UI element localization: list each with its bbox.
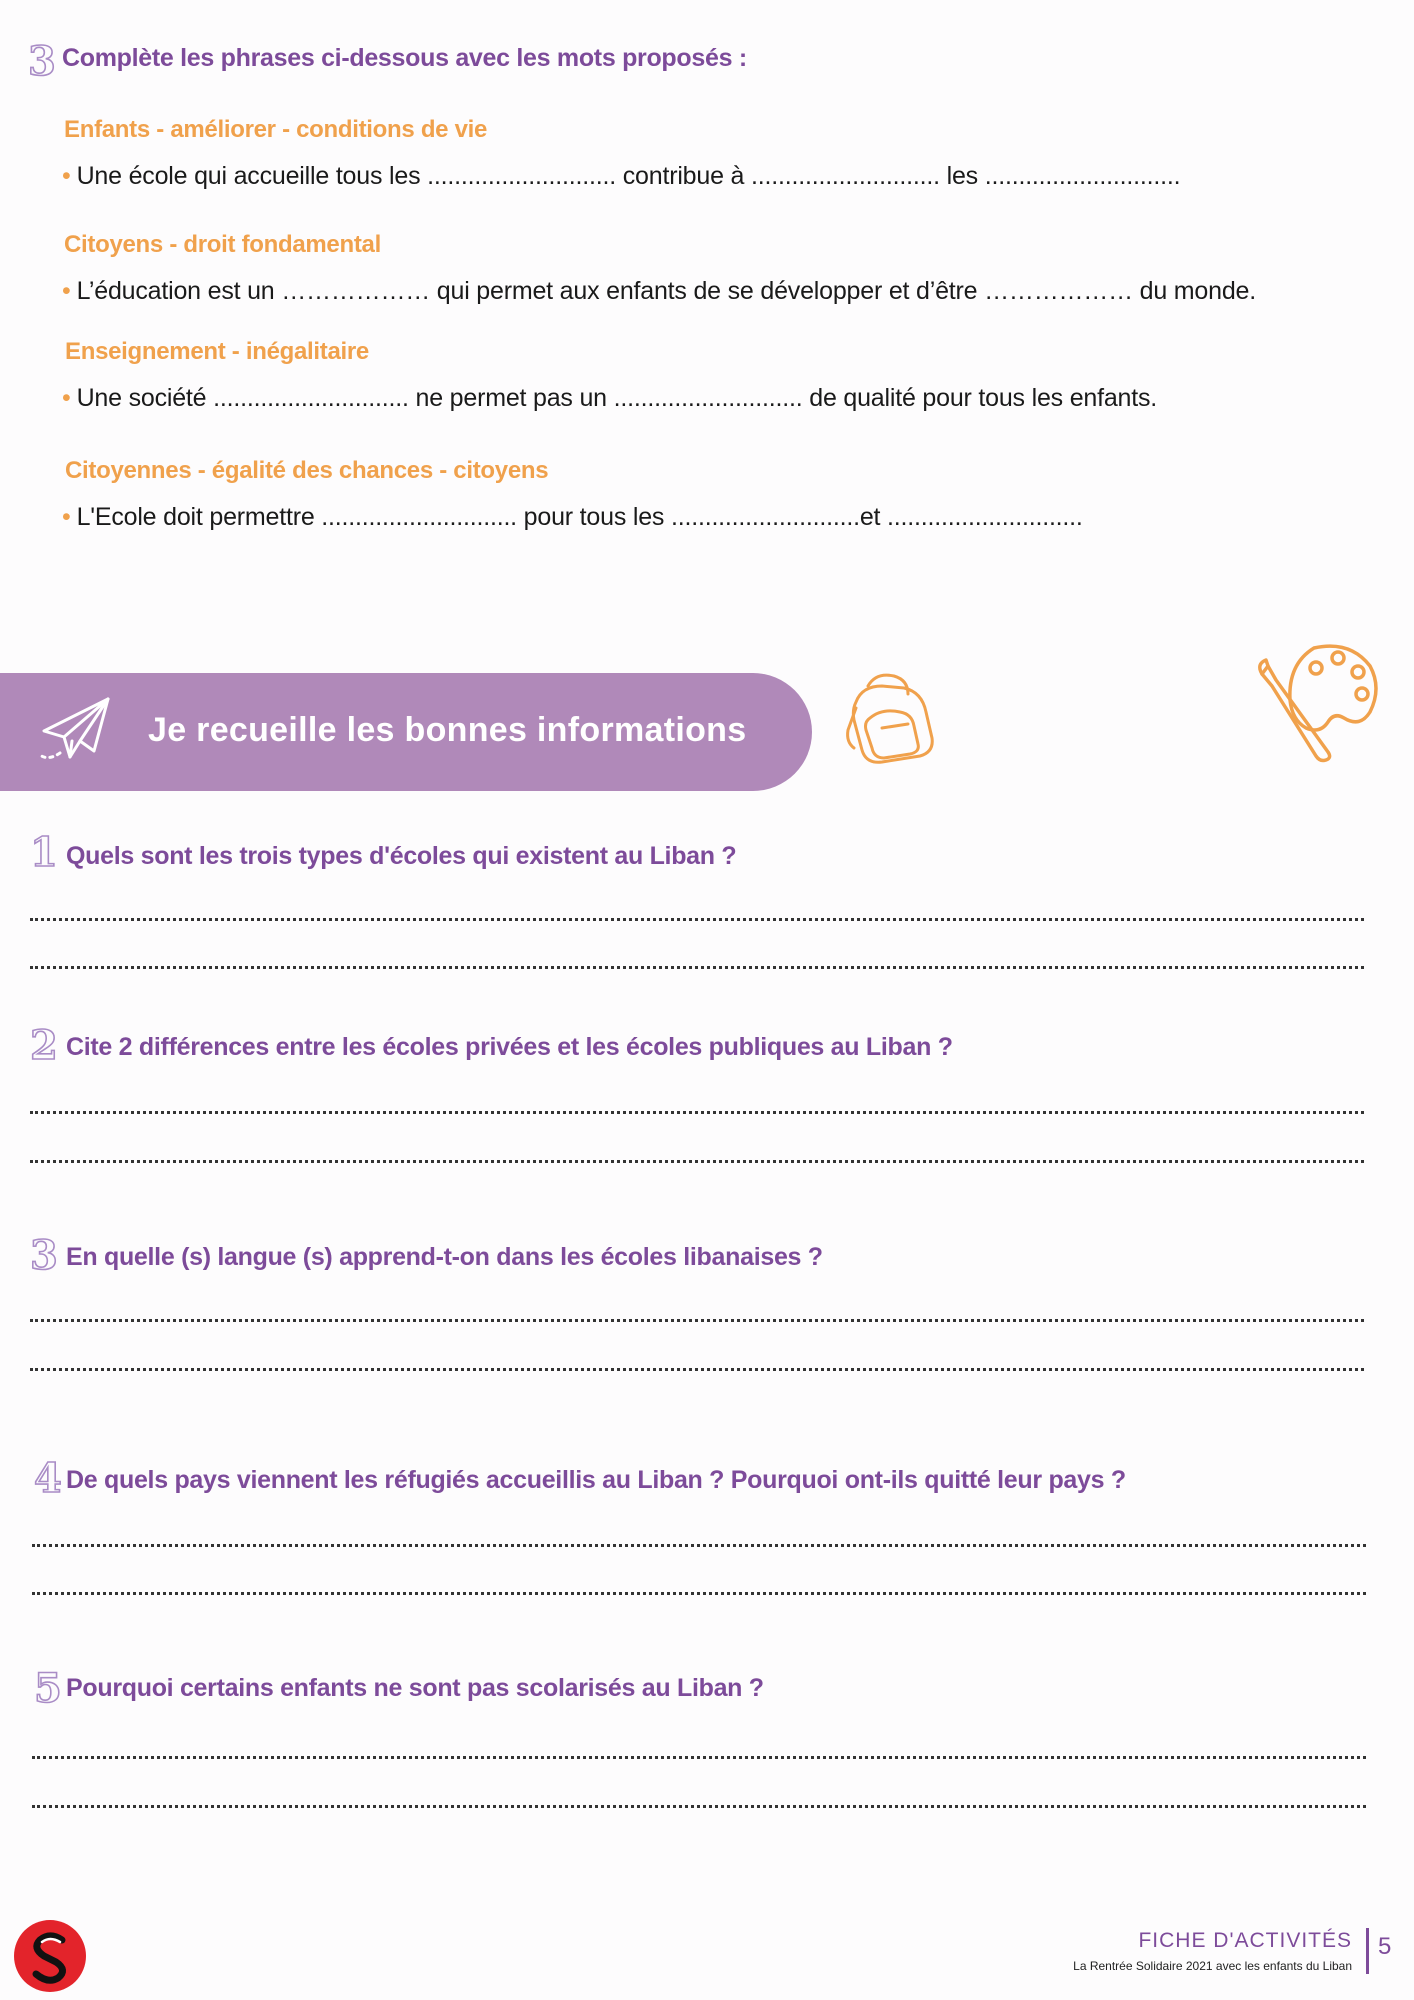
answer-line[interactable] — [32, 1756, 1366, 1759]
bullet: • — [62, 503, 71, 531]
question-text: Quels sont les trois types d'écoles qui existent au Liban ? — [66, 842, 737, 870]
footer-title: FICHE D'ACTIVITÉS — [1138, 1929, 1352, 1952]
paper-plane-icon — [36, 695, 116, 767]
question-text: En quelle (s) langue (s) apprend-t-on dans les écoles libanaises ? — [66, 1243, 823, 1271]
answer-line[interactable] — [32, 1805, 1366, 1808]
sentence-3 — [62, 384, 1157, 413]
answer-line[interactable] — [30, 918, 1364, 921]
sentence-1 — [62, 162, 1180, 191]
section-banner — [0, 673, 812, 791]
footer-subtitle: La Rentrée Solidaire 2021 avec les enfants du Liban — [1073, 1959, 1352, 1973]
exercise-number: 3 — [28, 38, 56, 85]
sentence-2-text: L’éducation est un ……………… qui permet aux enfants de se développer et d’être ……………… du monde. — [76, 277, 1256, 305]
answer-line[interactable] — [30, 1111, 1364, 1114]
exercise-title: Complète les phrases ci-dessous avec les mots proposés : — [62, 44, 747, 72]
sentence-4-text: L'Ecole doit permettre ............................. pour tous les ............................et ............................. — [76, 503, 1083, 531]
question-number: 5 — [34, 1665, 62, 1712]
keywords-group-4: Citoyennes - égalité des chances - citoyens — [65, 457, 549, 484]
bullet: • — [62, 277, 71, 305]
question-number: 4 — [34, 1455, 62, 1502]
answer-line[interactable] — [30, 1368, 1364, 1371]
bullet: • — [62, 162, 71, 190]
answer-line[interactable] — [32, 1544, 1366, 1547]
backpack-icon — [842, 668, 940, 768]
banner-title: Je recueille les bonnes informations — [148, 711, 747, 749]
bullet: • — [62, 384, 71, 412]
answer-line[interactable] — [30, 1319, 1364, 1322]
sentence-2 — [62, 277, 1256, 306]
solidarite-logo-icon — [10, 1916, 90, 1996]
question-text: Cite 2 différences entre les écoles privées et les écoles publiques au Liban ? — [66, 1033, 953, 1061]
sentence-1-text: Une école qui accueille tous les ............................ contribue à ............................ les ............................. — [76, 162, 1181, 190]
palette-brush-icon — [1254, 634, 1384, 764]
answer-line[interactable] — [32, 1592, 1366, 1595]
keywords-group-2: Citoyens - droit fondamental — [64, 231, 381, 258]
sentence-4 — [62, 503, 1083, 532]
keywords-group-1: Enfants - améliorer - conditions de vie — [64, 116, 488, 143]
answer-line[interactable] — [30, 966, 1364, 969]
answer-line[interactable] — [30, 1160, 1364, 1163]
keywords-group-3: Enseignement - inégalitaire — [65, 338, 369, 365]
question-text: De quels pays viennent les réfugiés accueillis au Liban ? Pourquoi ont-ils quitté leur pays ? — [66, 1466, 1126, 1494]
question-text: Pourquoi certains enfants ne sont pas scolarisés au Liban ? — [66, 1674, 764, 1702]
question-number: 2 — [30, 1022, 58, 1069]
question-number: 1 — [30, 829, 58, 876]
sentence-3-text: Une société ............................. ne permet pas un ............................ de qualité pour tous les enfants. — [76, 384, 1158, 412]
footer-divider — [1366, 1928, 1369, 1974]
page-number: 5 — [1378, 1933, 1392, 1960]
question-number: 3 — [30, 1232, 58, 1279]
